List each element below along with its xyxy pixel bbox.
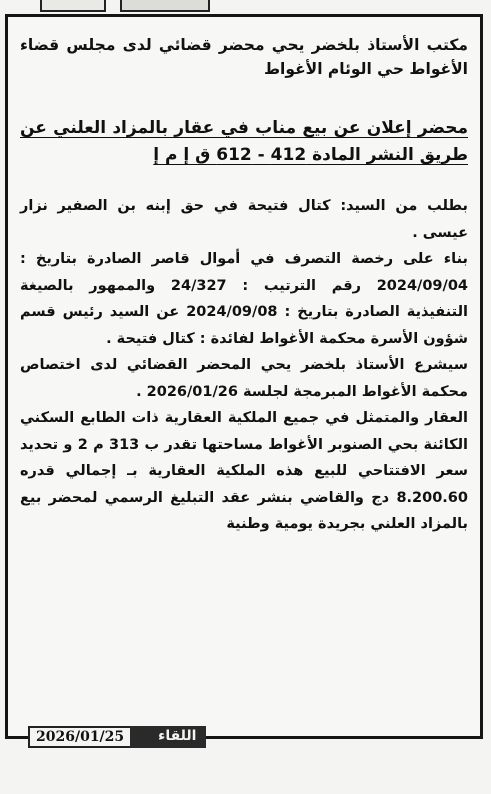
publication-footer [28,726,206,748]
notice-paragraph-session: سيشرع الأستاذ بلخضر يحي المحضر القضائي لدى اختصاص محكمة الأغواط المبرمجة لجلسة 2026/01/26 . [20,357,468,400]
page-top-strip [0,0,491,14]
newspaper-name: اللقاء [130,726,206,748]
notice-paragraph-requester: بطلب من السيد: كتال فتيحة في حق إبنه بن الصفير نزار عيسى . [20,198,468,241]
bailiff-office: مكتب الأستاذ بلخضر يحي محضر قضائي لدى مجلس قضاء الأغواط حي الوئام الأغواط [20,36,468,78]
notice-paragraph-authorization: بناء على رخصة التصرف في أموال قاصر الصادرة بتاريخ : 2024/09/04 رقم الترتيب : 24/327 والممهور بالصيغة التنفيذية الصادرة بتاريخ : 2024/09/08 عن السيد رئيس قسم شؤون الأسرة محكمة الأغواط لفائدة : كتال فتيحة . [20,251,468,347]
publication-date: 2026/01/25 [28,726,130,748]
notice-content [20,33,468,538]
notice-frame [5,14,483,739]
top-tab-right [120,0,210,12]
notice-headline: محضر إعلان عن بيع مناب في عقار بالمزاد العلني عن طريق النشر المادة 412 - 612 ق إ م إ [20,118,468,165]
top-tab-left [40,0,106,12]
notice-paragraph-property: العقار والمتمثل في جميع الملكية العقارية ذات الطابع السكني الكائنة بحي الصنوبر الأغواط مساحتها تقدر ب 313 م 2 و تحديد سعر الافتتاحي للبيع هذه الملكية العقارية بـ إجمالي قدره 8.200.60 دج والقاضي بنشر عقد التبليغ الرسمي لمحضر بيع بالمزاد العلني بجريدة يومية وطنية [20,410,468,532]
